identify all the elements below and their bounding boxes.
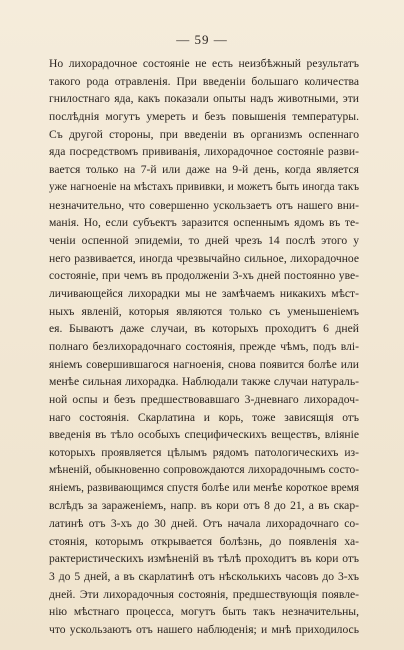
text-line: послѣднiя могутъ умереть и безъ повышенiя температуры. (49, 110, 359, 124)
text-line: уже нагноенiе на мѣстахъ прививки, и можетъ быть иногда такъ (49, 180, 359, 193)
text-line: янiемъ совершившагося нагноенiя, снова появится болѣе или (49, 357, 359, 371)
text-line: личивающейся лихорадки мы не замѣчаемъ никакихъ мѣст- (49, 286, 359, 300)
text-line: вается только на 7-й или даже на 9-й день, когда является (49, 163, 359, 177)
text-line: ея. Бываютъ даже случаи, въ которыхъ проходитъ 6 дней (49, 322, 359, 336)
text-line: ной оспы и безъ предшествовавшаго 3-дневнаго лихорадоч- (49, 393, 359, 407)
text-line: нiю мѣстнаго процесса, могутъ быть такъ незначительны, (49, 605, 359, 619)
text-line: манiя. Но, если субъектъ заразится оспеннымъ ядомъ въ те- (49, 216, 359, 230)
text-line: такого рода отравленiя. При введенiи большаго количества (49, 74, 359, 88)
text-line: наго состоянiя. Скарлатина и корь, тоже зависящiя отъ (49, 410, 359, 424)
text-line: 3 до 5 дней, а въ скарлатинѣ отъ нѣсколькихъ часовъ до 3-хъ (49, 569, 359, 583)
text-line: латинѣ отъ 3-хъ до 30 дней. Отъ начала лихорадочнаго со- (49, 516, 359, 530)
text-line: ченiи оспенной эпидемiи, то дней чрезъ 14 послѣ этого у (49, 233, 359, 247)
text-line: введенiя въ тѣло особыхъ специфическихъ веществъ, влiянiе (49, 428, 359, 442)
text-line: менѣе сильная лихорадка. Наблюдали также случаи натураль- (49, 375, 359, 389)
text-line: полнаго безлихорадочнаго состоянiя, прежде чѣмъ, подъ влi- (49, 340, 359, 353)
text-line: Но лихорадочное состоянiе не есть неизбѣжный результатъ (49, 57, 359, 70)
text-line: мѣненiй, обыкновенно сопровождаются лихорадочнымъ состо- (49, 463, 359, 476)
text-line: вслѣдъ за зараженiемъ, напр. въ кори отъ 8 до 21, а въ скар- (49, 499, 359, 513)
text-line: него развивается, иногда чрезвычайно сильное, лихорадочное (49, 251, 359, 265)
text-line: Съ другой стороны, при введенiи въ организмъ оспеннаго (49, 127, 359, 141)
text-line: дней. Эти лихорадочныя состоянiя, предшествующiя появле- (49, 587, 359, 601)
text-line: стоянiя, которымъ открывается болѣзнь, до появленiя ха- (49, 534, 359, 548)
text-line: незначительно, что совершенно ускользаетъ отъ нашего вни- (49, 198, 359, 212)
text-line: гнилостнаго яда, какъ показали опыты надъ животными, эти (49, 92, 359, 106)
text-line: яда посредствомъ прививанiя, лихорадочное состоянiе разви- (49, 145, 359, 159)
text-line: состоянiе, при чемъ въ продолженiи 3-хъ дней постоянно уве- (49, 269, 359, 283)
page-number-header: — 59 — (176, 32, 228, 47)
text-line: которыхъ проявляется цѣлымъ рядомъ патологическихъ из- (49, 446, 359, 460)
text-line: что ускользаютъ отъ нашего наблюденiя; и мнѣ приходилось (49, 623, 359, 636)
text-line: янiемъ, развивающимся спустя болѣе или менѣе короткое время (49, 481, 359, 494)
text-line: ныхъ явленiй, которыя являются только съ уменьшенiемъ (49, 304, 359, 318)
body-text (49, 55, 359, 639)
text-line: рактеристическихъ измѣненiй въ тѣлѣ проходитъ въ кори отъ (49, 552, 359, 566)
